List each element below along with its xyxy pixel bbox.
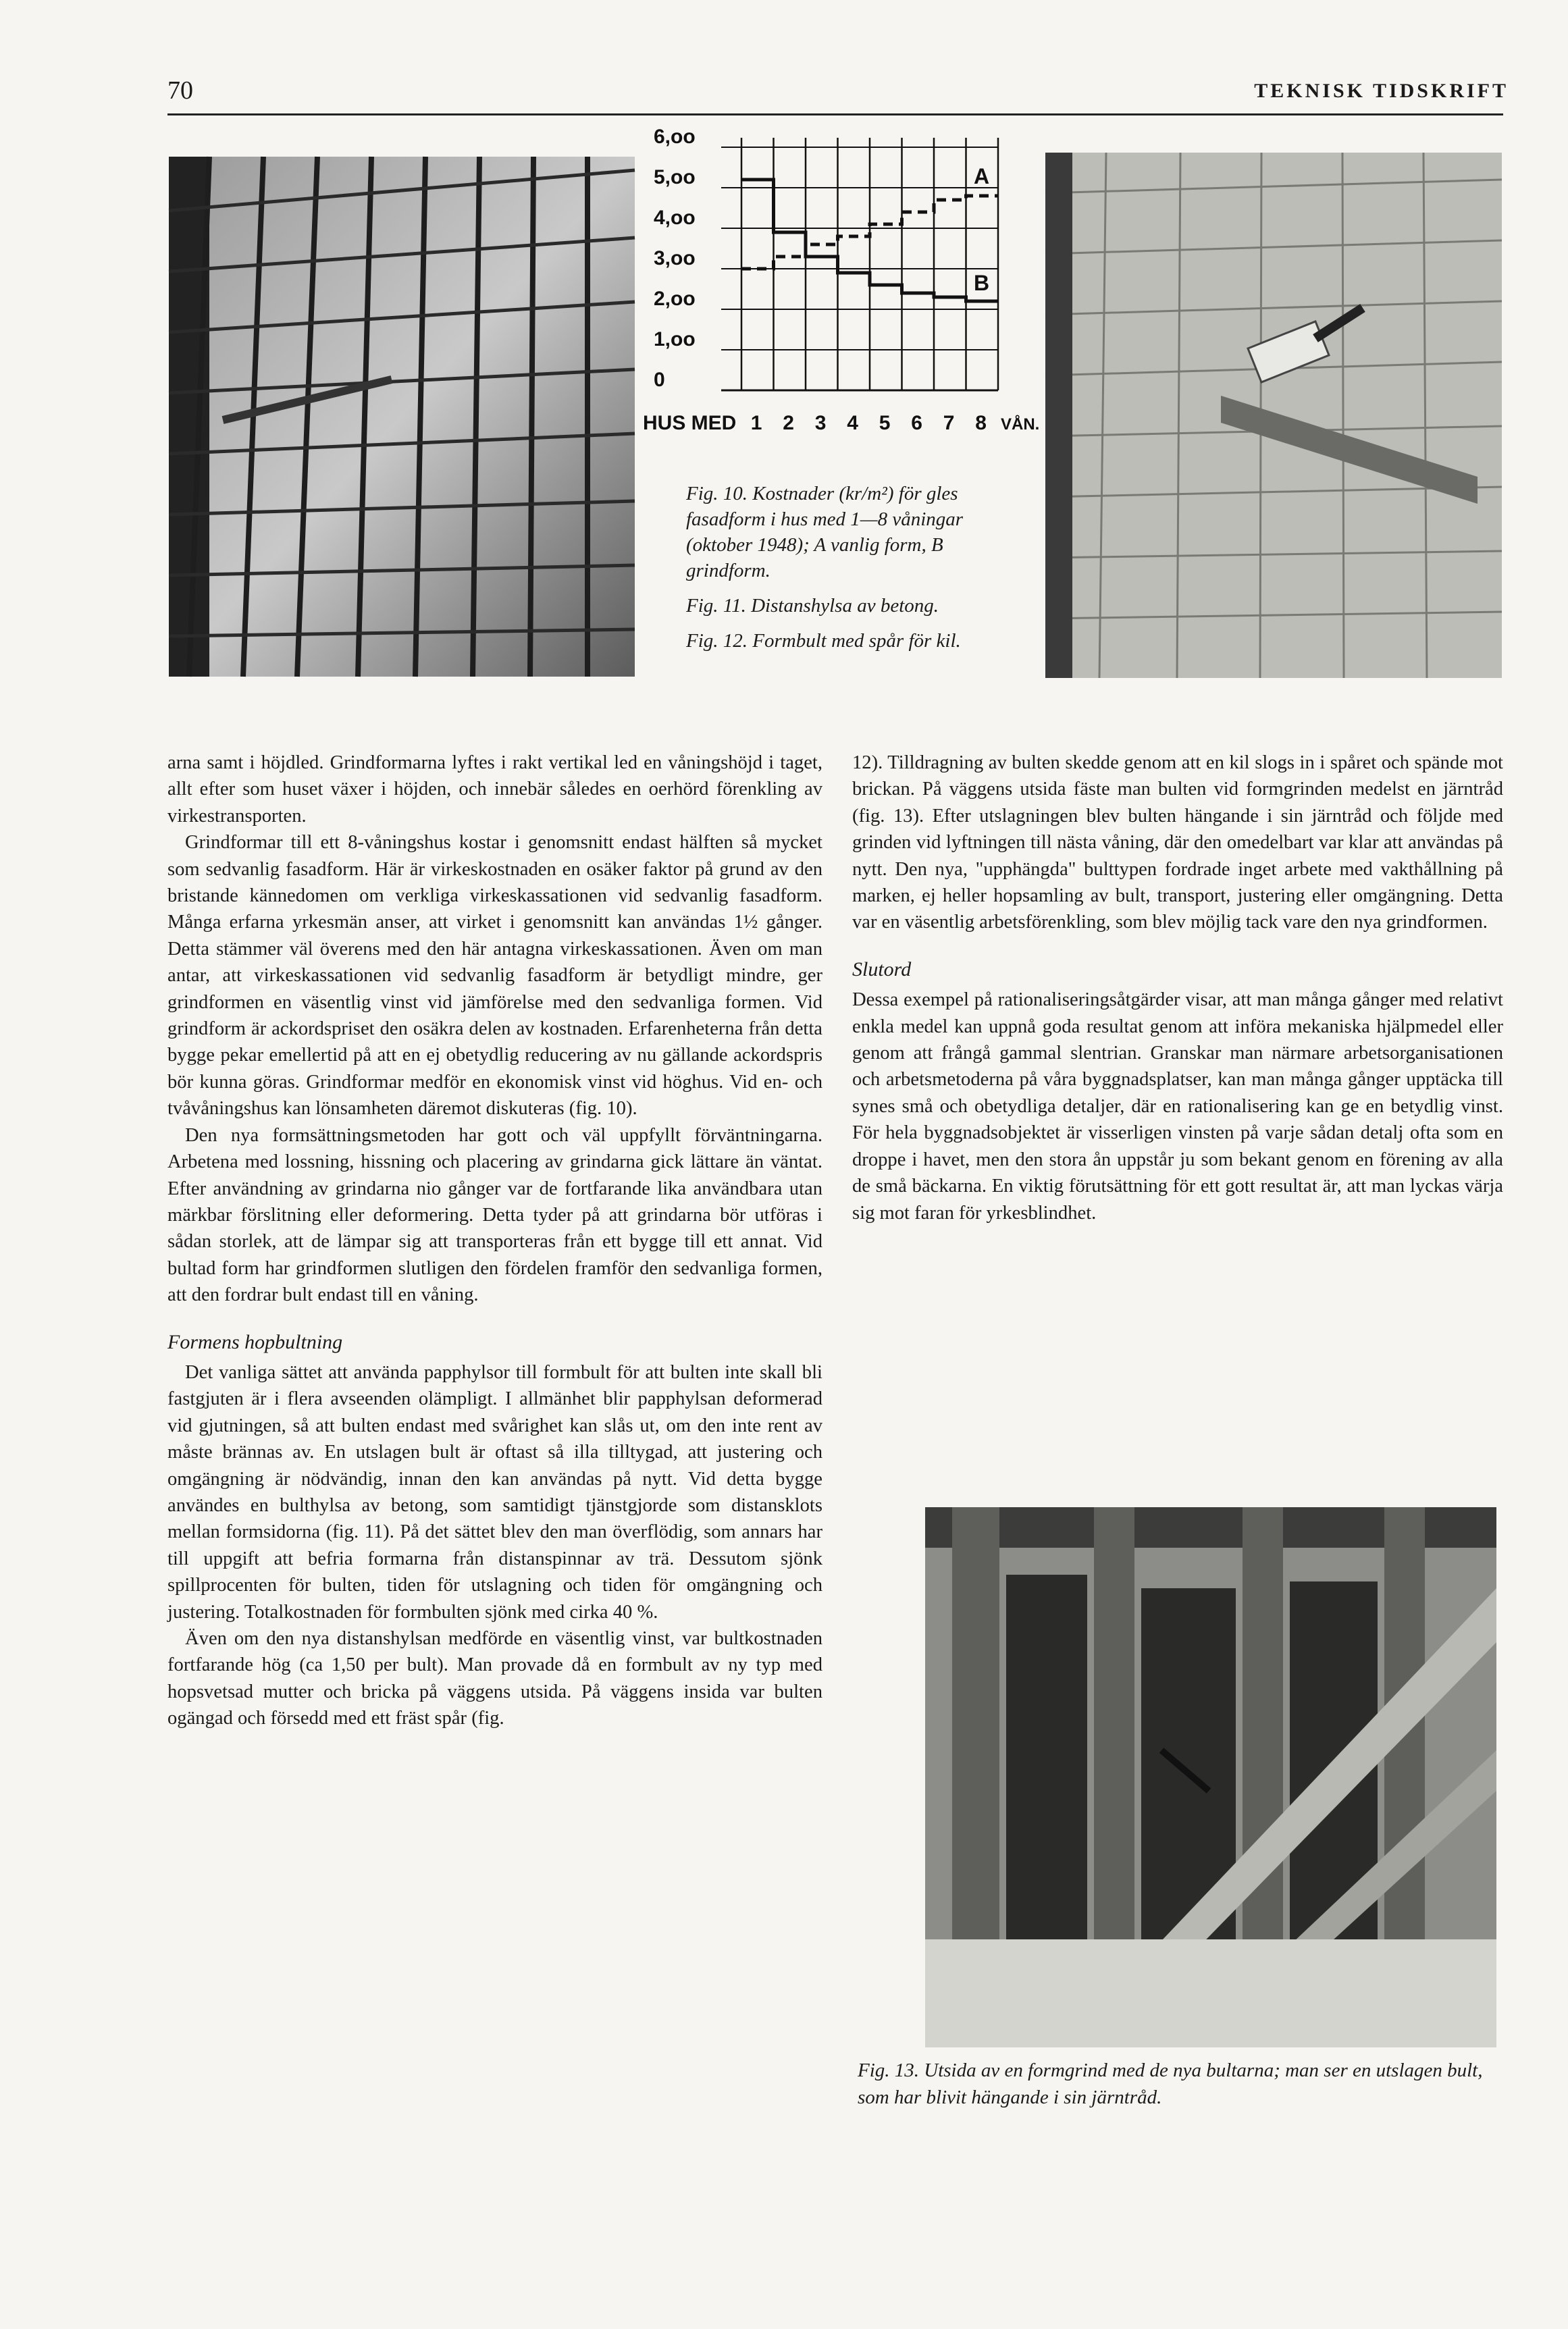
series-label-b: B bbox=[974, 271, 990, 295]
x-tick-label: 4 bbox=[847, 412, 858, 434]
chart-grid bbox=[721, 138, 998, 390]
fig12-caption: Fig. 12. Formbult med spår för kil. bbox=[686, 630, 961, 652]
chart-svg bbox=[640, 126, 1040, 465]
left-paragraph-4: Det vanliga sättet att använda papphylsor till formbult för att bulten inte skall bli fastgjuten är i flera avseenden olämpligt. I allmänhet blir papphylsan deformerad vid gjutningen, så att bulten endast med svårighet kan slås ut, om den inte rent av måste brännas av. En utslagen bult är oftast så illa tilltygad, att justering och omgängning är nödvändig, innan den kan användas på nytt. Vid detta bygge användes en bulthylsa av betong, som samtidigt tjänstgjorde som distansklots mellan formsidorna (fig. 11). På det sättet blev den man överflödig, som annars har till uppgift att befria formarna från distanspinnar av trä. Dessutom sjönk spillprocenten för bulten, tiden för utslagning och tiden för omgängning och justering. Totalkostnaden för formbulten sjönk med cirka 40 %. bbox=[167, 1361, 822, 1623]
x-axis-label: VÅN. bbox=[1001, 415, 1040, 434]
left-column bbox=[167, 750, 822, 1732]
page-number: 70 bbox=[167, 76, 193, 105]
x-tick-label: 7 bbox=[943, 412, 955, 434]
y-tick-label: 0 bbox=[654, 369, 665, 391]
right-paragraph-1: 12). Tilldragning av bulten skedde genom att en kil slogs in i spåret och spände mot brickan. På väggens utsida fäste man bulten vid formgrinden medelst en järntråd (fig. 13). Efter utslagningen blev bulten hängande i sin järntråd och följde med grinden vid lyftningen till nästa våning, där den omedelbart var klar att användas på nytt. Den nya, "upphängda" bulttypen fordrade inget arbete med vakthållning på marken, ej heller hopsamling av bult, transport, justering eller omgängning. Detta var en väsentlig arbetsförenkling, som blev möjlig tack vare den nya grindformen. bbox=[852, 752, 1503, 933]
chart-yticks bbox=[654, 126, 696, 391]
y-tick-label: 1,oo bbox=[654, 328, 696, 350]
y-tick-label: 5,oo bbox=[654, 166, 696, 188]
fig10-caption: Fig. 10. Kostnader (kr/m²) för gles fasadform i hus med 1—8 våningar (oktober 1948); A vanlig form, B grindform. bbox=[686, 483, 964, 581]
x-tick-label: 3 bbox=[814, 412, 827, 434]
header-rule bbox=[167, 113, 1503, 115]
y-tick-label: 4,oo bbox=[654, 207, 696, 229]
section-heading-formens-hopbultning: Formens hopbultning bbox=[167, 1330, 343, 1353]
left-paragraph-1: arna samt i höjdled. Grindformarna lyftes i rakt vertikal led en våningshöjd i taget, allt efter som huset växer i höjden, och innebär således en oerhörd förenkling av virkestransporten. bbox=[167, 752, 822, 827]
y-tick-label: 6,oo bbox=[654, 126, 696, 148]
right-paragraph-2: Dessa exempel på rationaliseringsåtgärder visar, att man många gånger med relativt enkla medel kan uppnå goda resultat genom att införa mekaniska hjälpmedel eller genom att frångå gammal slentrian. Granskar man närmare arbetsorganisationen och arbetsmetoderna på våra byggnadsplatser, kan man många gånger upptäcka till synes små och obetydliga detaljer, där en rationalisering kan ge en betydlig vinst. För hela byggnadsobjektet är visserligen vinsten på varje sådan detalj ofta som en droppe i havet, men den stora ån uppstår ju som bekant genom en förening av alla de små bäckarna. En viktig förutsättning för ett gott resultat är, att man lyckas värja sig mot faran för yrkesblindhet. bbox=[852, 989, 1503, 1224]
right-column bbox=[852, 750, 1503, 1226]
journal-name: TEKNISK TIDSKRIFT bbox=[1254, 80, 1509, 102]
x-tick-label: 6 bbox=[911, 412, 922, 434]
fig13-caption: Fig. 13. Utsida av en formgrind med de nya bultarna; man ser en utslagen bult, som har blivit hängande i sin järntråd. bbox=[858, 2060, 1483, 2108]
x-tick-label: 5 bbox=[879, 412, 891, 434]
fig10-chart bbox=[640, 126, 1040, 465]
section-heading-slutord: Slutord bbox=[852, 958, 912, 980]
fig12-photo bbox=[1045, 153, 1502, 678]
x-tick-label: 1 bbox=[750, 412, 762, 434]
left-paragraph-2: Grindformar till ett 8-våningshus kostar i genomsnitt endast hälften så mycket som sedvanlig fasadform. Här är virkeskostnaden en osäker faktor på grund av den bristande kännedomen om verkliga virkeskassationen vid sedvanlig fasadform. Många erfarna yrkesmän anser, att virket i genomsnitt kan användas 1½ gånger. Detta stämmer väl överens med den här antagna virkeskassationen. Även om man antar, att virkeskassationen vid sedvanlig fasadform är betydligt mindre, ger grindformen en väsentlig vinst vid jämförelse med den sedvanliga formen. Vid grindform är ackordspriset den osäkra delen av kostnaden. Erfarenheterna från detta bygge pekar emellertid på att en ej obetydlig reducering av nu gällande ackordspris bör kunna göras. Grindformar medför en ekonomisk vinst vid höghus. Vid en- och tvåvåningshus kan lönsamheten däremot diskuteras (fig. 10). bbox=[167, 832, 822, 1120]
fig10-photo bbox=[169, 157, 635, 677]
y-tick-label: 2,oo bbox=[654, 288, 696, 310]
left-paragraph-5: Även om den nya distanshylsan medförde en väsentlig vinst, var bultkostnaden fortfarande hög (ca 1,50 per bult). Man provade då en formbult av ny typ med hopsvetsad mutter och bricka på väggens utsida. På väggens insida var bulten ogängad och försedd med ett fräst spår (fig. bbox=[167, 1628, 822, 1729]
x-tick-label: 8 bbox=[975, 412, 987, 434]
left-paragraph-3: Den nya formsättningsmetoden har gott och väl uppfyllt förväntningarna. Arbetena med lossning, hissning och placering av grindarna gick lättare än väntat. Efter användning av grindarna nio gånger var de fortfarande lika användbara utan märkbar förslitning eller deformering. Detta tyder på att grindarna bör utföras i sådan storlek, att de lämpar sig att transporteras från ett bygge till ett annat. Vid bultad form har grindformen slutligen den fördelen framför den sedvanliga formen, att den fordrar bult endast till en våning. bbox=[167, 1124, 822, 1306]
fig13-photo bbox=[925, 1507, 1496, 2047]
x-tick-label: 2 bbox=[783, 412, 794, 434]
y-tick-label: 3,oo bbox=[654, 247, 696, 269]
series-label-a: A bbox=[974, 164, 990, 188]
chart-xticks bbox=[643, 412, 1039, 434]
caption-block bbox=[686, 481, 1028, 663]
fig11-caption: Fig. 11. Distanshylsa av betong. bbox=[686, 595, 939, 617]
x-axis-prefix: HUS MED bbox=[643, 412, 737, 434]
